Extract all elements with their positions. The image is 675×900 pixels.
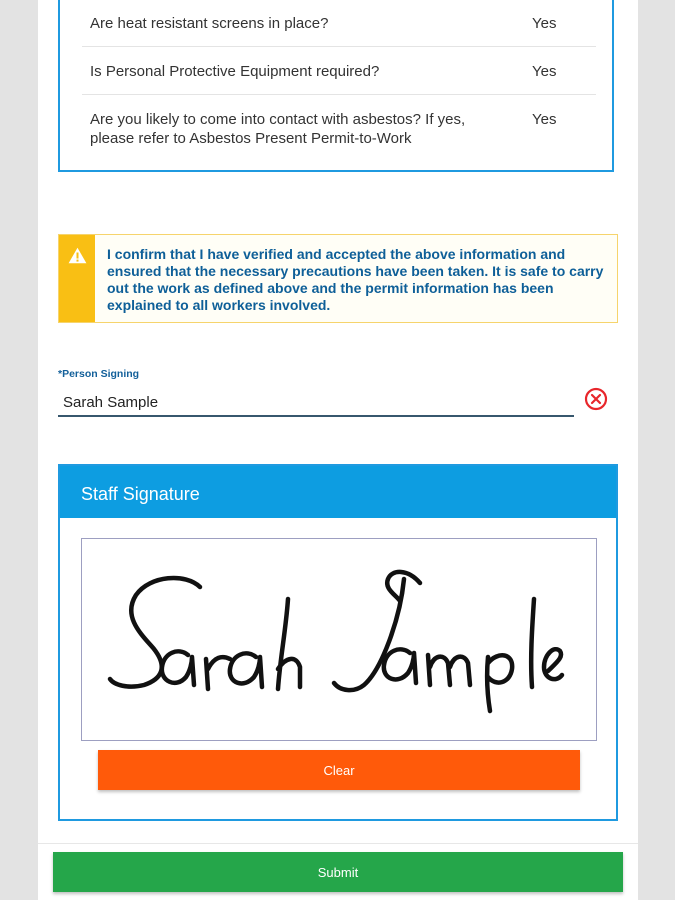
checklist-answer[interactable]: Yes — [532, 111, 557, 128]
footer-divider — [38, 843, 638, 844]
confirmation-text: I confirm that I have verified and accepted the above information and ensured that the necessary precautions have been taken. It is safe to carry out the work as defined above and the permit information has been explained to all workers involved. — [107, 246, 604, 313]
staff-signature-panel — [58, 464, 618, 821]
checklist-panel — [58, 0, 614, 172]
submit-button[interactable]: Submit — [53, 852, 623, 892]
row-divider — [82, 46, 596, 47]
signature-drawing — [82, 539, 596, 740]
confirmation-notice — [58, 234, 618, 323]
permit-form-page — [38, 0, 638, 900]
checklist-answer[interactable]: Yes — [532, 63, 557, 80]
checklist-question: Are you likely to come into contact with asbestos? If yes, please refer to Asbestos Present Permit-to-Work — [90, 111, 466, 147]
signature-pad[interactable] — [81, 538, 597, 741]
signature-header — [60, 466, 616, 518]
person-signing-label: *Person Signing — [58, 368, 140, 380]
checklist-question: Is Personal Protective Equipment required? — [90, 63, 380, 80]
clear-circle-icon[interactable] — [584, 387, 608, 411]
checklist-question: Are heat resistant screens in place? — [90, 15, 329, 32]
checklist-answer[interactable]: Yes — [532, 15, 557, 32]
signature-title: Staff Signature — [81, 484, 200, 504]
warning-bar — [59, 235, 95, 322]
warning-icon — [68, 247, 87, 264]
person-signing-input[interactable] — [58, 389, 574, 417]
clear-signature-button[interactable]: Clear — [98, 750, 580, 790]
row-divider — [82, 94, 596, 95]
